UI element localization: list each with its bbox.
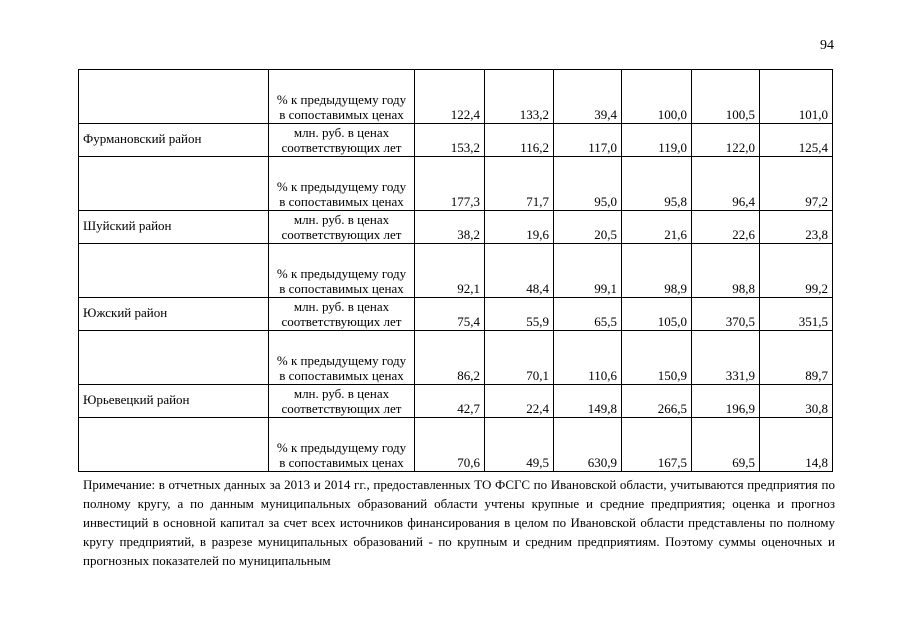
value-cell: 30,8 (760, 385, 833, 418)
value-cell: 22,4 (485, 385, 554, 418)
investment-table (78, 69, 833, 472)
value-cell: 100,5 (692, 70, 760, 124)
unit-label: млн. руб. в ценах соответствующих лет (269, 124, 415, 157)
value-cell: 149,8 (554, 385, 622, 418)
value-cell: 19,6 (485, 211, 554, 244)
value-cell: 153,2 (415, 124, 485, 157)
value-cell: 96,4 (692, 157, 760, 211)
value-cell: 55,9 (485, 298, 554, 331)
region-name: Юрьевецкий район (79, 385, 269, 418)
value-cell: 14,8 (760, 418, 833, 472)
value-cell: 86,2 (415, 331, 485, 385)
value-cell: 48,4 (485, 244, 554, 298)
table-row (79, 244, 833, 298)
table-body (79, 70, 833, 472)
table-row (79, 331, 833, 385)
value-cell: 150,9 (622, 331, 692, 385)
value-cell: 22,6 (692, 211, 760, 244)
value-cell: 167,5 (622, 418, 692, 472)
value-cell: 95,8 (622, 157, 692, 211)
unit-label: % к предыдущему году в сопоставимых ценах (269, 331, 415, 385)
value-cell: 75,4 (415, 298, 485, 331)
value-cell: 69,5 (692, 418, 760, 472)
unit-label: млн. руб. в ценах соответствующих лет (269, 211, 415, 244)
value-cell: 70,6 (415, 418, 485, 472)
region-name: Шуйский район (79, 211, 269, 244)
value-cell: 97,2 (760, 157, 833, 211)
value-cell: 110,6 (554, 331, 622, 385)
unit-label: % к предыдущему году в сопоставимых ценах (269, 157, 415, 211)
table-row (79, 298, 833, 331)
value-cell: 351,5 (760, 298, 833, 331)
unit-label: млн. руб. в ценах соответствующих лет (269, 298, 415, 331)
value-cell: 89,7 (760, 331, 833, 385)
value-cell: 65,5 (554, 298, 622, 331)
value-cell: 196,9 (692, 385, 760, 418)
value-cell: 630,9 (554, 418, 622, 472)
value-cell: 98,8 (692, 244, 760, 298)
value-cell: 177,3 (415, 157, 485, 211)
region-name: Южский район (79, 298, 269, 331)
value-cell: 122,0 (692, 124, 760, 157)
value-cell: 100,0 (622, 70, 692, 124)
value-cell: 133,2 (485, 70, 554, 124)
value-cell: 105,0 (622, 298, 692, 331)
value-cell: 39,4 (554, 70, 622, 124)
region-name (79, 70, 269, 124)
region-name (79, 244, 269, 298)
table-row (79, 418, 833, 472)
value-cell: 70,1 (485, 331, 554, 385)
table-row (79, 157, 833, 211)
value-cell: 99,2 (760, 244, 833, 298)
value-cell: 98,9 (622, 244, 692, 298)
unit-label: млн. руб. в ценах соответствующих лет (269, 385, 415, 418)
value-cell: 117,0 (554, 124, 622, 157)
unit-label: % к предыдущему году в сопоставимых ценах (269, 418, 415, 472)
value-cell: 49,5 (485, 418, 554, 472)
value-cell: 38,2 (415, 211, 485, 244)
region-name: Фурмановский район (79, 124, 269, 157)
value-cell: 331,9 (692, 331, 760, 385)
unit-label: % к предыдущему году в сопоставимых ценах (269, 244, 415, 298)
value-cell: 23,8 (760, 211, 833, 244)
value-cell: 92,1 (415, 244, 485, 298)
table-row (79, 70, 833, 124)
value-cell: 101,0 (760, 70, 833, 124)
value-cell: 20,5 (554, 211, 622, 244)
table-row (79, 124, 833, 157)
value-cell: 116,2 (485, 124, 554, 157)
value-cell: 95,0 (554, 157, 622, 211)
page-number: 94 (820, 38, 834, 53)
region-name (79, 418, 269, 472)
value-cell: 266,5 (622, 385, 692, 418)
value-cell: 42,7 (415, 385, 485, 418)
value-cell: 71,7 (485, 157, 554, 211)
footnote: Примечание: в отчетных данных за 2013 и 2014 гг., предоставленных ТО ФСГС по Ивановской области, учитываются предприятия по полному кругу, а по данным муниципальных образований области учтены крупные и средние предприятия; оценка и прогноз инвестиций в основной капитал за счет всех источников финансирования в целом по Ивановской области представлены по полному кругу предприятий, в разрезе муниципальных образований - по крупным и средним предприятиям. Поэтому суммы оценочных и прогнозных показателей по муниципальным (83, 477, 835, 568)
value-cell: 370,5 (692, 298, 760, 331)
value-cell: 119,0 (622, 124, 692, 157)
value-cell: 125,4 (760, 124, 833, 157)
table-row (79, 211, 833, 244)
value-cell: 122,4 (415, 70, 485, 124)
table-row (79, 385, 833, 418)
value-cell: 99,1 (554, 244, 622, 298)
region-name (79, 157, 269, 211)
unit-label: % к предыдущему году в сопоставимых ценах (269, 70, 415, 124)
value-cell: 21,6 (622, 211, 692, 244)
region-name (79, 331, 269, 385)
